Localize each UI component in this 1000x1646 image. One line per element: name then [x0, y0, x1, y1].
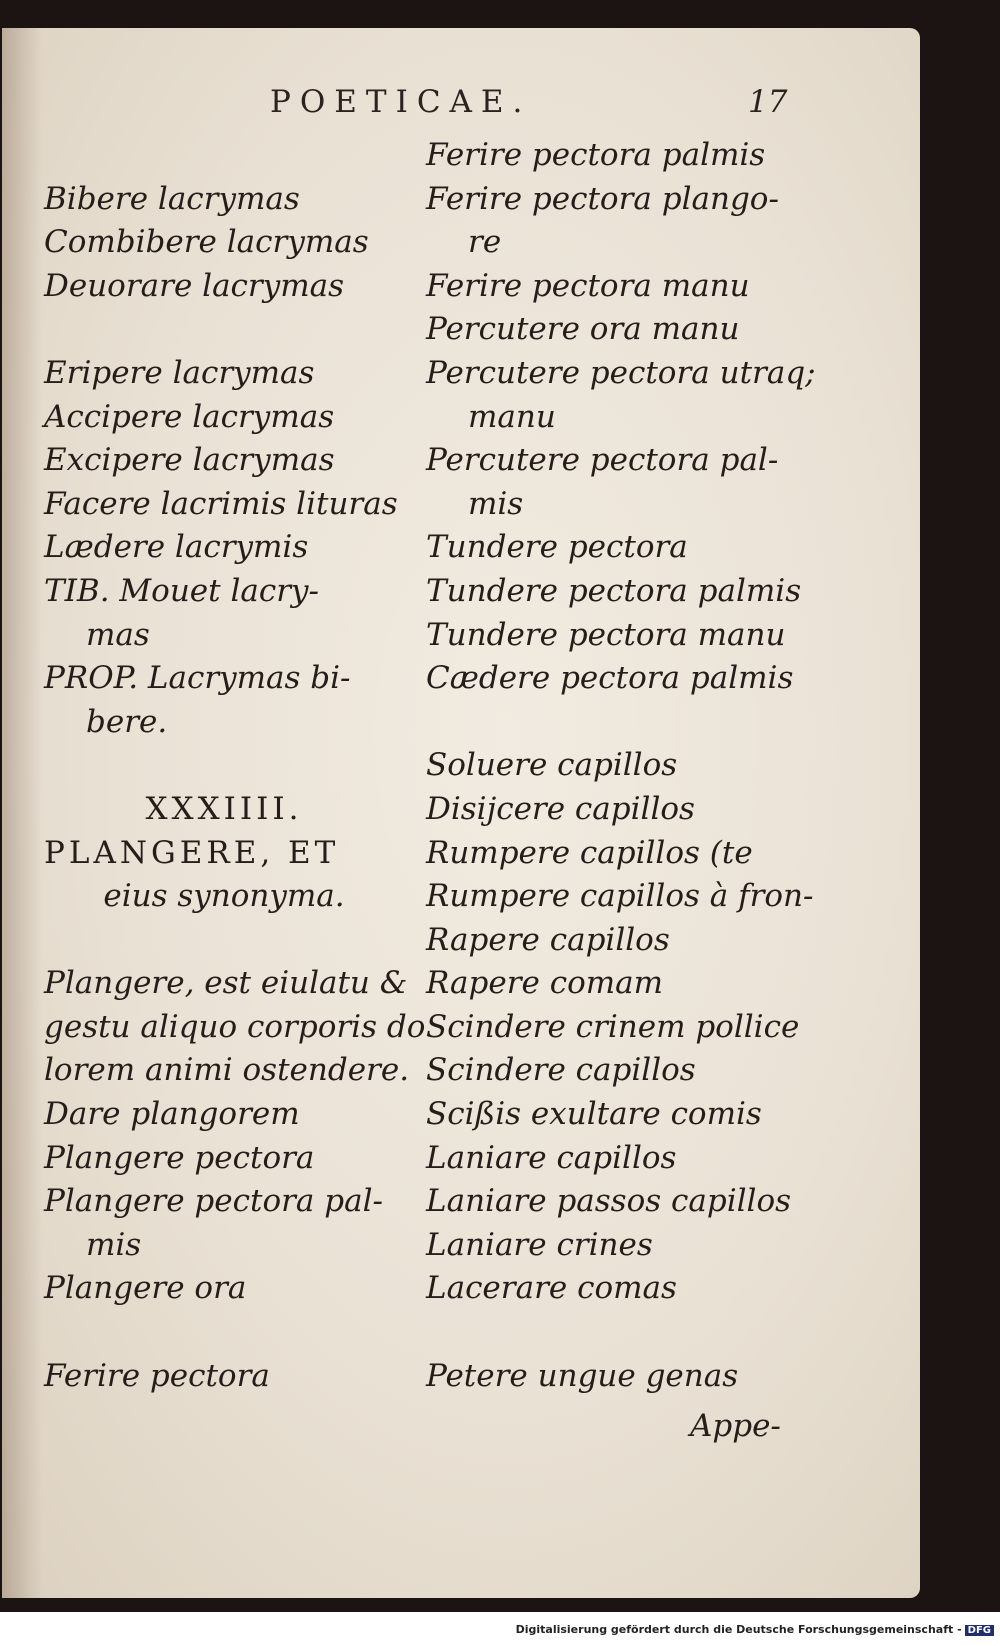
blank-line: [426, 1311, 796, 1355]
text-line: Rapere comam: [426, 965, 664, 1002]
text-line: Ferire pectora palmis: [426, 137, 766, 173]
credit-text: Digitalisierung gefördert durch die Deutsche Forschungsgemeinschaft -: [515, 1623, 962, 1636]
text-line: re: [468, 224, 502, 261]
text-line: PROP. Lacrymas bi-: [44, 660, 351, 697]
text-line: Tundere pectora palmis: [426, 572, 802, 609]
left-column: [44, 134, 426, 1398]
text-line: Rapere capillos: [426, 921, 670, 958]
text-line: Plangere pectora: [44, 1139, 315, 1176]
text-line: Accipere lacrymas: [44, 398, 335, 435]
text-line: Scißis exultare comis: [426, 1096, 762, 1133]
text-line: Plangere pectora pal-: [44, 1183, 383, 1220]
text-line: mis: [86, 1226, 142, 1263]
text-line: Lædere lacrymis: [44, 529, 309, 566]
text-line: Deuorare lacrymas: [44, 267, 345, 304]
text-line: Laniare passos capillos: [426, 1183, 792, 1220]
right-column: [426, 134, 816, 1398]
text-line: Eripere lacrymas: [44, 354, 315, 391]
blank-line: [44, 134, 404, 178]
text-line: Ferire pectora manu: [426, 267, 750, 304]
text-line: Excipere lacrymas: [44, 442, 335, 479]
text-line: Combibere lacrymas: [44, 224, 369, 261]
catchword: Appe-: [690, 1408, 781, 1444]
text-line: Laniare crines: [426, 1226, 653, 1263]
text-line: Soluere capillos: [426, 747, 678, 784]
text-line: Cædere pectora palmis: [426, 660, 794, 697]
text-line: bere.: [86, 703, 168, 740]
text-line: Percutere pectora utraq;: [426, 354, 816, 391]
blank-line: [44, 308, 404, 352]
dfg-logo: DFG: [965, 1625, 994, 1636]
text-line: Dare plangorem: [44, 1096, 300, 1133]
text-line: Laniare capillos: [426, 1139, 677, 1176]
text-line: Rumpere capillos à fron-: [426, 878, 814, 915]
text-line: manu: [468, 398, 556, 435]
text-line: mas: [86, 616, 150, 653]
text-line: XXXIIII.: [145, 790, 303, 827]
text-line: Bibere lacrymas: [44, 180, 300, 217]
blank-line: [44, 744, 404, 788]
text-line: Lacerare comas: [426, 1270, 677, 1307]
text-line: mis: [468, 485, 524, 522]
blank-line: [44, 919, 404, 963]
text-line: Ferire pectora plango-: [426, 180, 779, 217]
text-line: PLANGERE, ET: [44, 834, 340, 871]
text-line: Percutere pectora pal-: [426, 442, 779, 479]
text-line: Petere ungue genas: [426, 1357, 739, 1394]
text-line: eius synonyma.: [103, 878, 345, 915]
page-number: 17: [748, 84, 788, 120]
blank-line: [426, 701, 796, 745]
running-title: POETICAE.: [270, 84, 532, 120]
text-line: Plangere ora: [44, 1270, 247, 1307]
text-line: Plangere, est eiulatu &: [44, 965, 408, 1002]
digitization-credit: [516, 1623, 994, 1636]
gutter-shadow: [2, 28, 42, 1598]
text-line: Scindere crinem pollice: [426, 1008, 800, 1045]
text-line: TIB. Mouet lacry-: [44, 572, 320, 609]
text-line: Disijcere capillos: [426, 790, 695, 827]
text-line: gestu aliquo corporis do: [44, 1008, 426, 1045]
text-line: Ferire pectora: [44, 1357, 270, 1394]
text-line: Percutere ora manu: [426, 311, 740, 348]
text-line: Scindere capillos: [426, 1052, 696, 1089]
text-line: Facere lacrimis lituras: [44, 485, 398, 522]
text-line: lorem animi ostendere.: [44, 1052, 410, 1089]
blank-line: [44, 1311, 404, 1355]
text-line: Tundere pectora manu: [426, 616, 786, 653]
text-line: Tundere pectora: [426, 529, 688, 566]
text-line: Rumpere capillos (te: [426, 834, 753, 871]
